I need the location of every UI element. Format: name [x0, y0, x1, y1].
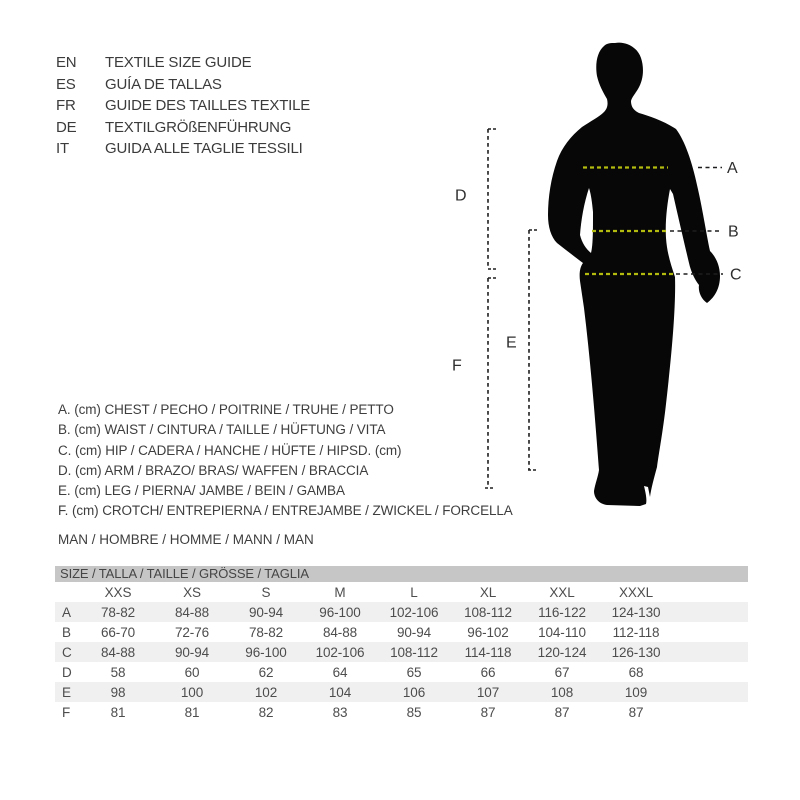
- table-value: 112-118: [612, 624, 660, 640]
- table-value: 84-88: [100, 644, 136, 660]
- leg-marker-label: E: [506, 334, 517, 352]
- table-value: 87: [554, 704, 570, 720]
- table-value: 62: [258, 664, 274, 680]
- table-value: 96-102: [467, 624, 509, 640]
- table-value: 107: [476, 684, 500, 700]
- legend-item-waist: B. (cm) WAIST / CINTURA / TAILLE / HÜFTUNG / VITA: [58, 422, 386, 438]
- gender-line: MAN / HOMBRE / HOMME / MANN / MAN: [58, 532, 314, 547]
- table-value: 66-70: [100, 624, 136, 640]
- table-row-c: [55, 642, 748, 662]
- table-value: 90-94: [396, 624, 432, 640]
- legend-item-leg: E. (cm) LEG / PIERNA/ JAMBE / BEIN / GAMBA: [58, 483, 345, 499]
- table-value: 90-94: [174, 644, 210, 660]
- size-column-xxl: XXL: [549, 584, 575, 600]
- table-value: 100: [180, 684, 204, 700]
- page-title: TEXTILE SIZE GUIDE: [105, 54, 252, 71]
- table-value: 90-94: [248, 604, 284, 620]
- hip-marker-label: C: [730, 266, 742, 284]
- table-value: 84-88: [174, 604, 210, 620]
- size-column-s: S: [261, 584, 271, 600]
- measurement-legend: [58, 400, 513, 522]
- table-row-a: [55, 602, 748, 622]
- table-value: 87: [628, 704, 644, 720]
- table-value: 102-106: [315, 644, 365, 660]
- size-column-xxs: XXS: [104, 584, 132, 600]
- table-value: 96-100: [245, 644, 287, 660]
- table-value: 66: [480, 664, 496, 680]
- size-column-xxxl: XXXL: [618, 584, 654, 600]
- size-column-xl: XL: [479, 584, 497, 600]
- row-label: D: [62, 664, 72, 680]
- table-value: 96-100: [319, 604, 361, 620]
- table-value: 108-112: [390, 644, 438, 660]
- table-value: 108-112: [464, 604, 512, 620]
- legend-item-crotch: F. (cm) CROTCH/ ENTREPIERNA / ENTREJAMBE / ZWICKEL / FORCELLA: [58, 503, 513, 519]
- table-value: 81: [110, 704, 126, 720]
- size-column-l: L: [410, 584, 418, 600]
- table-value: 109: [624, 684, 648, 700]
- table-value: 58: [110, 664, 126, 680]
- table-value: 104: [328, 684, 352, 700]
- table-value: 78-82: [248, 624, 284, 640]
- table-value: 126-130: [611, 644, 661, 660]
- table-value: 72-76: [174, 624, 210, 640]
- table-value: 60: [184, 664, 200, 680]
- table-value: 114-118: [464, 644, 512, 660]
- row-label: E: [62, 684, 71, 700]
- table-row-f: [55, 702, 748, 722]
- table-value: 108: [550, 684, 574, 700]
- table-value: 120-124: [537, 644, 587, 660]
- language-code: DE: [56, 118, 77, 136]
- table-value: 84-88: [322, 624, 358, 640]
- table-value: 64: [332, 664, 348, 680]
- table-value: 116-122: [538, 604, 586, 620]
- size-table-header: SIZE / TALLA / TAILLE / GRÖSSE / TAGLIA: [55, 566, 748, 582]
- table-value: 87: [480, 704, 496, 720]
- crotch-marker-label: F: [452, 357, 462, 375]
- size-table: [55, 566, 748, 722]
- row-label: F: [62, 704, 71, 720]
- table-value: 85: [406, 704, 422, 720]
- language-code: FR: [56, 97, 76, 115]
- page-title-it: GUIDA ALLE TAGLIE TESSILI: [105, 140, 303, 158]
- legend-item-arm: D. (cm) ARM / BRAZO/ BRAS/ WAFFEN / BRACCIA: [58, 462, 369, 478]
- waist-marker-label: B: [728, 223, 739, 241]
- table-row-d: [55, 662, 748, 682]
- table-value: 81: [184, 704, 200, 720]
- table-value: 83: [332, 704, 348, 720]
- table-row-e: [55, 682, 748, 702]
- table-value: 67: [554, 664, 570, 680]
- table-value: 65: [406, 664, 422, 680]
- table-value: 68: [628, 664, 644, 680]
- page-title-fr: GUIDE DES TAILLES TEXTILE: [105, 97, 311, 115]
- size-columns-row: [55, 582, 748, 602]
- table-row-b: [55, 622, 748, 642]
- page-title-de: TEXTILGRÖßENFÜHRUNG: [105, 118, 292, 136]
- arm-marker-label: D: [455, 187, 467, 205]
- table-value: 78-82: [100, 604, 136, 620]
- language-code: ES: [56, 75, 76, 93]
- legend-item-chest: A. (cm) CHEST / PECHO / POITRINE / TRUHE / PETTO: [58, 402, 394, 417]
- table-value: 82: [258, 704, 274, 720]
- table-value: 102-106: [389, 604, 439, 620]
- table-value: 124-130: [611, 604, 661, 620]
- table-value: 106: [402, 684, 426, 700]
- size-column-m: M: [334, 584, 346, 600]
- size-column-xs: XS: [183, 584, 201, 600]
- chest-marker-label: A: [727, 160, 738, 177]
- row-label: C: [62, 644, 72, 660]
- table-value: 104-110: [538, 624, 586, 640]
- row-label: A: [62, 604, 71, 620]
- table-value: 102: [254, 684, 278, 700]
- language-code: EN: [56, 54, 77, 71]
- table-value: 98: [110, 684, 126, 700]
- legend-item-hip: C. (cm) HIP / CADERA / HANCHE / HÜFTE / HIPSD. (cm): [58, 442, 402, 458]
- page-title-es: GUÍA DE TALLAS: [105, 75, 222, 93]
- language-code: IT: [56, 140, 69, 158]
- row-label: B: [62, 624, 71, 640]
